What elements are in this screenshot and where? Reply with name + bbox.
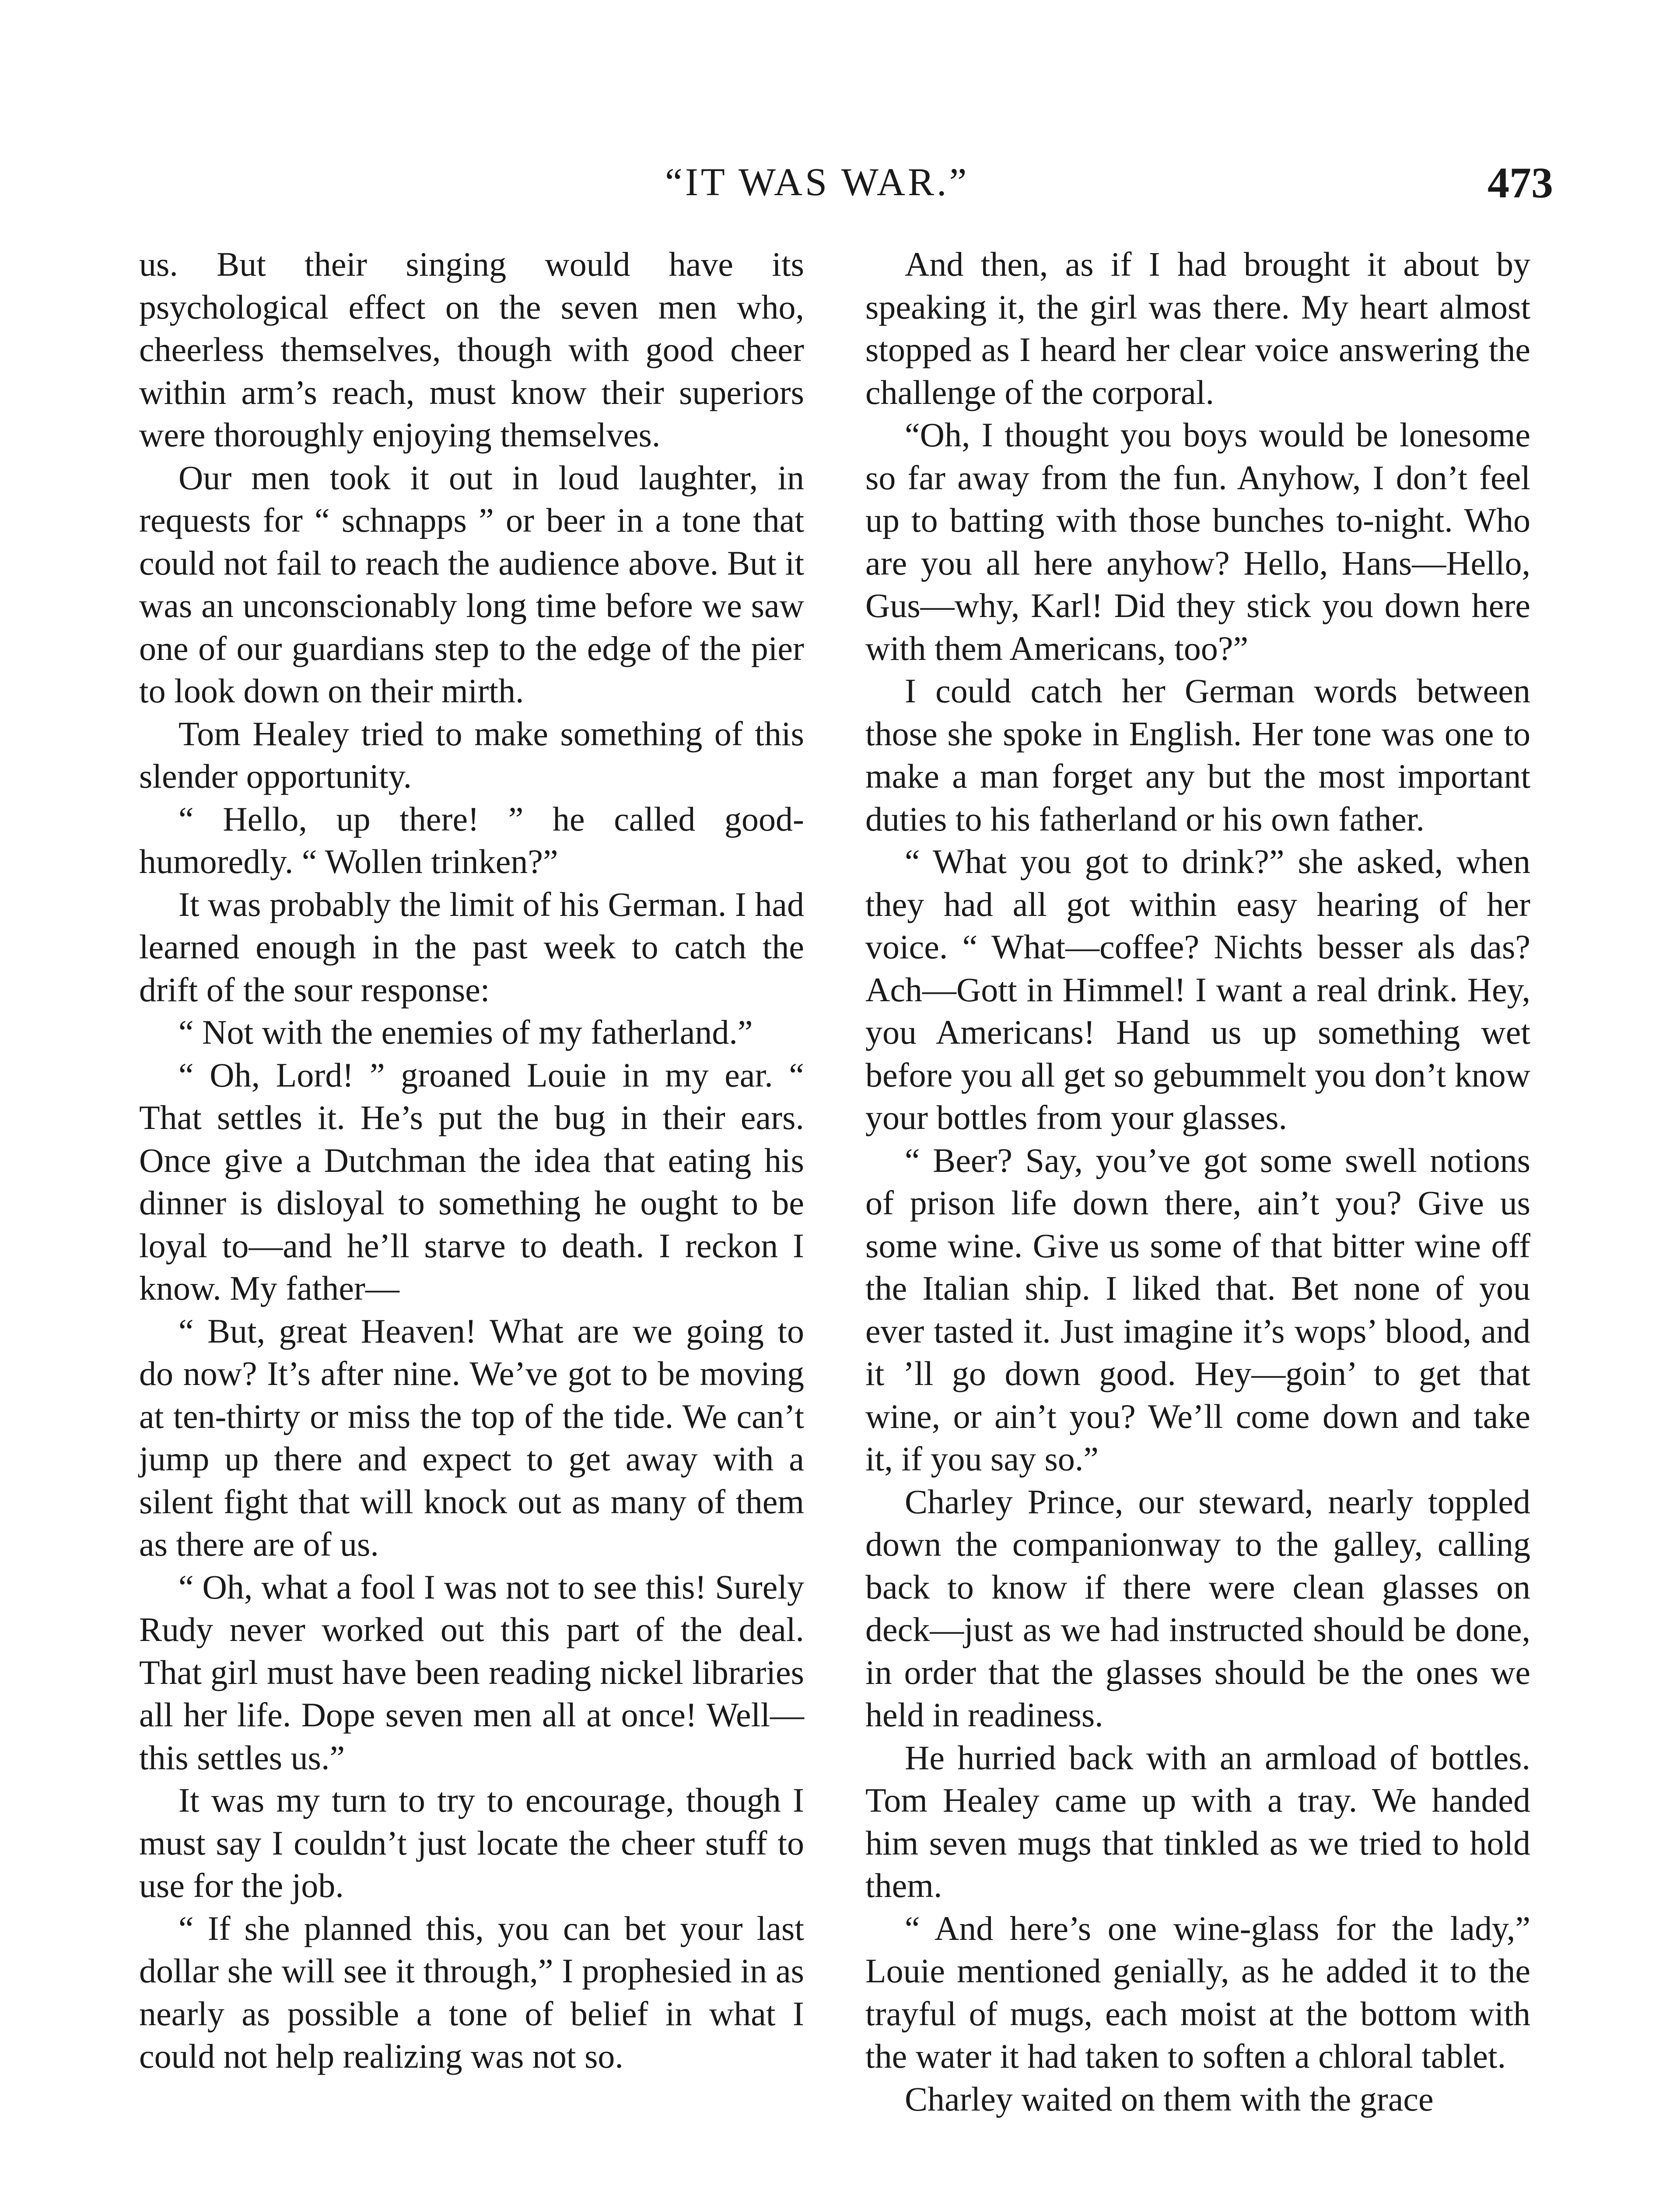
paragraph: “ But, great Heaven! What are we going to do now? It’s after nine. We’ve got to be moving at ten-thirty or miss the top of the tide. We can’t jump up there and expect to get away with a silent fight that will knock out as many of them as there are of us. [139, 1311, 804, 1563]
paragraph: “ What you got to drink?” she asked, when they had all got within easy hearing of her voice. “ What—coffee? Nichts besser als das? Ach—Gott in Himmel! I want a real drink. Hey, you Americans! Hand us up something wet before you all get so gebummelt you don’t know your bottles from your glasses. [865, 842, 1530, 1136]
paragraph: us. But their singing would have its psychological effect on the seven men who, cheerless themselves, though with good cheer within arm’s reach, must know their superiors were thoroughly enjoying themselves. [139, 245, 804, 454]
paragraph: “Oh, I thought you boys would be lonesome so far away from the fun. Anyhow, I don’t feel up to batting with those bunches to-night. Who are you all here anyhow? Hello, Hans—Hello, Gus—why, Karl! Did they stick you down here with them Americans, too?” [865, 416, 1530, 667]
paragraph: I could catch her German words between those she spoke in English. Her tone was one to make a man forget any but the most important duties to his fatherland or his own father. [865, 672, 1530, 838]
paragraph: He hurried back with an armload of bottles. Tom Healey came up with a tray. We handed him seven mugs that tinkled as we tried to hold them. [865, 1738, 1530, 1904]
paragraph: “ And here’s one wine-glass for the lady,” Louie mentioned genially, as he added it to the trayful of mugs, each moist at the bottom with the water it had taken to soften a chloral tablet. [865, 1909, 1530, 2075]
paragraph: It was my turn to try to encourage, though I must say I couldn’t just locate the cheer stuff to use for the job. [139, 1781, 804, 1904]
running-head: “IT WAS WAR.” [665, 161, 970, 204]
left-column [139, 243, 804, 2078]
paragraph: “ If she planned this, you can bet your last dollar she will see it through,” I prophesied in as nearly as possible a tone of belief in what I could not help realizing was not so. [139, 1909, 804, 2075]
paragraph: Tom Healey tried to make something of this slender opportunity. [139, 714, 804, 795]
paragraph: It was probably the limit of his German. I had learned enough in the past week to catch the drift of the sour response: [139, 885, 804, 1009]
paragraph: And then, as if I had brought it about by speaking it, the girl was there. My heart almost stopped as I heard her clear voice answering the challenge of the corporal. [865, 245, 1530, 411]
paragraph: Charley waited on them with the grace [905, 2079, 1434, 2118]
paragraph: “ Oh, Lord! ” groaned Louie in my ear. “ That settles it. He’s put the bug in their ears. Once give a Dutchman the idea that eating his dinner is disloyal to something he ought to be loyal to—and he’ll starve to death. I reckon I know. My father— [139, 1055, 804, 1307]
paragraph: Charley Prince, our steward, nearly toppled down the companionway to the galley, calling back to know if there were clean glasses on deck—just as we had instructed should be done, in order that the glasses should be the ones we held in readiness. [865, 1482, 1530, 1734]
paragraph: “ Hello, up there! ” he called good-humoredly. “ Wollen trinken?” [139, 799, 804, 880]
paragraph: Our men took it out in loud laughter, in requests for “ schnapps ” or beer in a tone that could not fail to reach the audience above. But it was an unconscionably long time before we saw one of our guardians step to the edge of the pier to look down on their mirth. [139, 458, 804, 710]
paragraph: “ Beer? Say, you’ve got some swell notions of prison life down there, ain’t you? Give us some wine. Give us some of that bitter wine off the Italian ship. I liked that. Bet none of you ever tasted it. Just imagine it’s wops’ blood, and it ’ll go down good. Hey—goin’ to get that wine, or ain’t you? We’ll come down and take it, if you say so.” [865, 1141, 1530, 1478]
right-column [865, 243, 1530, 2120]
paragraph: “ Oh, what a fool I was not to see this! Surely Rudy never worked out this part of the deal. That girl must have been reading nickel libraries all her life. Dope seven men all at once! Well—this settles us.” [139, 1567, 804, 1777]
page-number: 473 [1488, 158, 1553, 207]
paragraph: “ Not with the enemies of my fatherland.” [178, 1013, 753, 1051]
